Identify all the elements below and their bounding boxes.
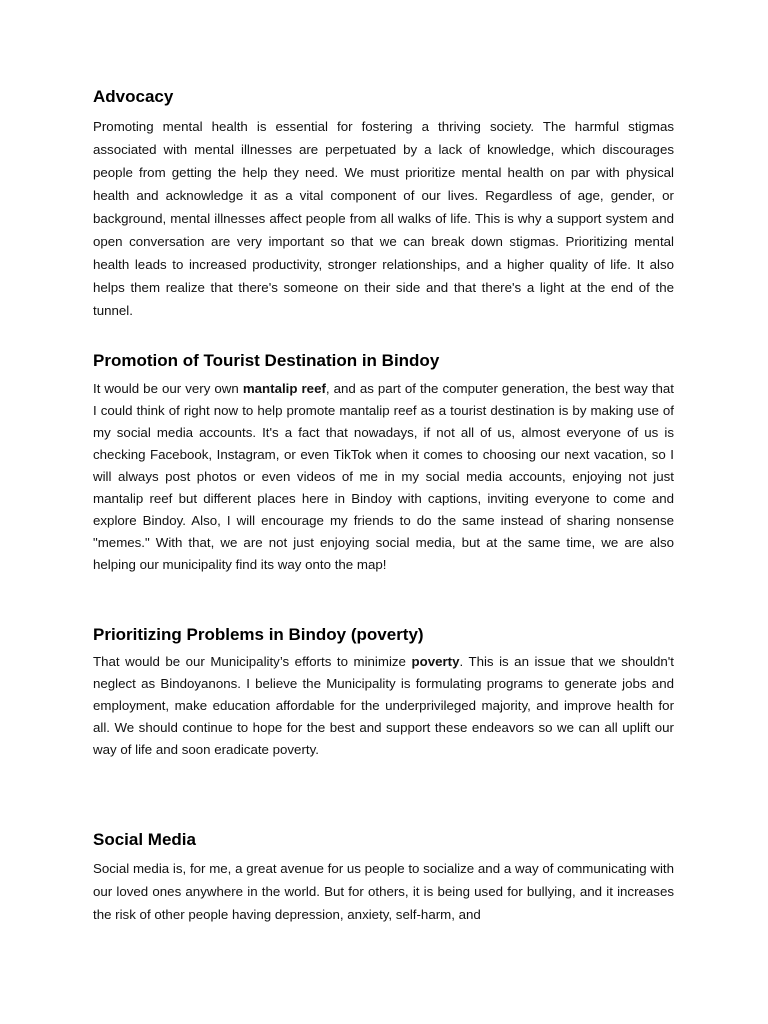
section-tourism bbox=[93, 351, 674, 576]
paragraph-text: , and as part of the computer generation, the best way that I could think of right now to help promote mantalip reef as a tourist destination is by making use of my social media accounts. It's a fact that nowadays, if not all of us, almost everyone of us is checking Facebook, Instagram, or even TikTok when it comes to choosing our next vacation, so I will always post photos or even videos of me in my social media accounts, enjoying not just mantalip reef but different places here in Bindoy with captions, inviting everyone to come and explore Bindoy. Also, I will encourage my friends to do the same instead of sharing nonsense "memes." With that, we are not just enjoying social media, but at the same time, we are also helping our municipality find its way onto the map! bbox=[93, 381, 674, 572]
emphasis-text: poverty bbox=[411, 654, 460, 669]
section-social-media bbox=[93, 830, 674, 926]
section-paragraph bbox=[93, 651, 674, 761]
paragraph-text: That would be our Municipality’s efforts to minimize bbox=[93, 654, 412, 669]
paragraph-text: . This is an issue that we shouldn't neglect as Bindoyanons. I believe the Municipality is formulating programs to generate jobs and employment, make education affordable for the underprivileged majority, and improve health for all. We should continue to hope for the best and support these endeavors so we can all uplift our way of life and soon eradicate poverty. bbox=[93, 654, 674, 757]
section-paragraph: Promoting mental health is essential for fostering a thriving society. The harmful stigmas associated with mental illnesses are perpetuated by a lack of knowledge, which discourages people from getting the help they need. We must prioritize mental health on par with physical health and acknowledge it as a vital component of our lives. Regardless of age, gender, or background, mental illnesses affect people from all walks of life. This is why a support system and open conversation are very important so that we can break down stigmas. Prioritizing mental health leads to increased productivity, stronger relationships, and a higher quality of life. It also helps them realize that there's someone on their side and that there's a light at the end of the tunnel. bbox=[93, 119, 674, 318]
paragraph-text: It would be our very own bbox=[93, 381, 243, 396]
section-heading: Prioritizing Problems in Bindoy (poverty) bbox=[93, 625, 424, 644]
section-heading: Social Media bbox=[93, 830, 196, 849]
emphasis-text: mantalip reef bbox=[242, 381, 326, 396]
section-poverty bbox=[93, 625, 674, 761]
section-advocacy bbox=[93, 87, 674, 322]
section-heading: Promotion of Tourist Destination in Bindoy bbox=[93, 351, 440, 370]
section-paragraph: Social media is, for me, a great avenue for us people to socialize and a way of communicating with our loved ones anywhere in the world. But for others, it is being used for bullying, and it increases the risk of other people having depression, anxiety, self-harm, and bbox=[93, 861, 674, 922]
section-heading: Advocacy bbox=[93, 87, 174, 106]
section-paragraph bbox=[93, 378, 674, 576]
